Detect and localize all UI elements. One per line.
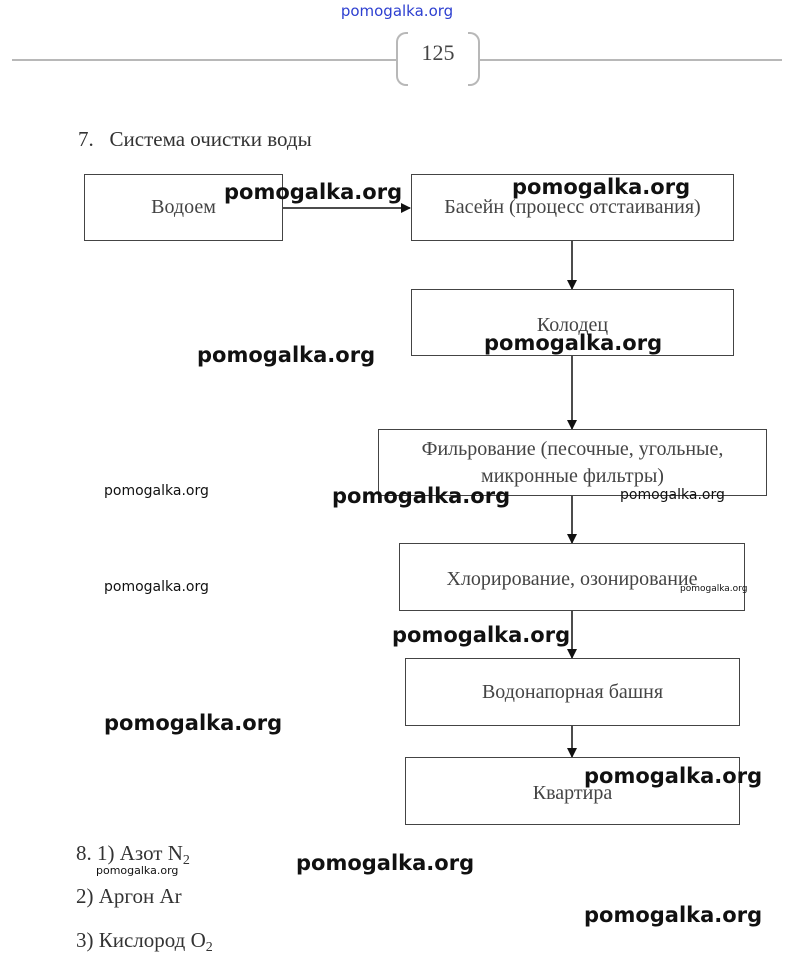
box-well: Колодец (411, 289, 734, 356)
page-number: 125 (421, 40, 455, 65)
watermark: pomogalka.org (104, 579, 209, 595)
answer-3-subscript: 2 (205, 940, 213, 955)
watermark: pomogalka.org (584, 903, 763, 927)
watermark: pomogalka.org (104, 711, 283, 735)
answer-3-text: 3) Кислород O (76, 928, 206, 952)
box-apartment: Квартира (405, 757, 740, 825)
watermark: pomogalka.org (584, 764, 763, 788)
watermark: pomogalka.org (512, 175, 691, 199)
watermark: pomogalka.org (104, 483, 209, 499)
answer-1-text: 8. 1) Азот N (76, 841, 183, 865)
watermark: pomogalka.org (296, 851, 475, 875)
box-filtration: Фильрование (песочные, угольные, микронные фильтры) (378, 429, 767, 496)
watermark: pomogalka.org (224, 180, 403, 204)
box-reservoir: Водоем (84, 174, 283, 241)
answer-2: 2) Аргон Ar (76, 884, 182, 908)
top-watermark: pomogalka.org (340, 2, 454, 20)
watermark: pomogalka.org (96, 864, 179, 877)
answer-1 (76, 841, 190, 866)
answer-3 (76, 928, 213, 953)
section-title: 7. Система очистки воды (78, 127, 312, 151)
watermark: pomogalka.org (680, 584, 748, 594)
watermark: pomogalka.org (332, 484, 511, 508)
watermark: pomogalka.org (484, 331, 663, 355)
box-water-tower: Водонапорная башня (405, 658, 740, 726)
box-settling-pool: Басейн (процесс отстаивания) (411, 174, 734, 241)
answer-1-subscript: 2 (182, 853, 190, 868)
watermark: pomogalka.org (620, 487, 725, 503)
watermark: pomogalka.org (392, 623, 571, 647)
box-chlorination: Хлорирование, озонирование (399, 543, 745, 611)
watermark: pomogalka.org (197, 343, 376, 367)
